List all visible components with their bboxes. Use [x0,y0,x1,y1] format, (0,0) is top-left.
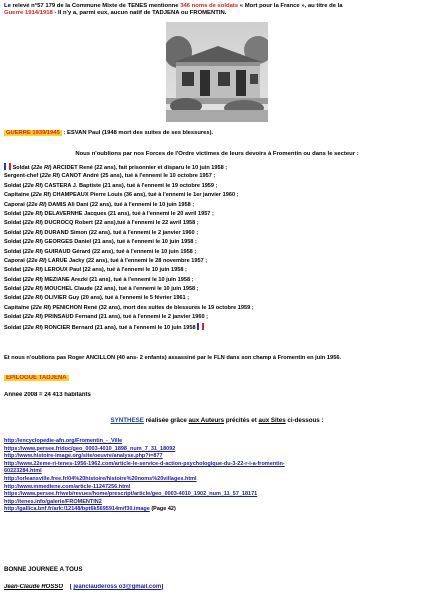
soldier-unit: 22e RI [28,257,45,264]
soldier-unit: 22e RI [24,248,41,255]
soldier-text: ) DURAND Simon (22 ans), tué à l'ennemi le 2 janvier 1960 ; [41,229,199,236]
synthese-authors: aux Auteurs [188,417,225,424]
soldier-unit: 22e RI [24,210,41,217]
synthese-sites: aux Sites [258,417,286,424]
soldier-text: ) GEORGES Daniel (21 ans), tué à l'ennemi le 10 juin 1958 ; [41,239,197,246]
soldier-row [4,219,430,228]
soldier-row [4,229,430,238]
soldier-text: ) DUCROCQ Robert (22 ans),tué à l'ennemi le 22 avril 1958 ; [41,220,199,227]
source-link[interactable]: https://www.persee.fr/web/revues/home/prescript/article/geo_0003-4010_1902_num_11_57_18171 [4,491,258,498]
synthese-text: réalisée grâce [143,417,189,424]
ww2-tag: GUERRE 1939/1945 [6,130,60,136]
ancillon-text-1: Et nous n'oublions pas [4,355,68,361]
soldier-rank: Caporal ( [4,201,29,208]
soldier-unit: 22e RI [24,324,41,331]
soldier-row [4,285,430,294]
soldier-rank: Soldat ( [4,276,25,283]
soldier-rank: Soldat ( [4,324,25,331]
soldier-unit: 22e RI [24,220,41,227]
source-link[interactable]: 60223284.html [4,468,42,475]
source-links [4,438,430,514]
ww2-line [4,130,430,137]
intro-paragraph [4,3,430,17]
page-reference: (Page 42) [149,506,176,513]
source-link[interactable]: http://www.22eme-ri-tenes-1956-1962.com/article-le-service-d-action-psychologique-du-3-22-r-i-a-fromentin- [4,460,285,467]
soldier-text: ) ARCIDET René (22 ans), fait prisonnier et disparu le 10 juin 1958 ; [49,165,228,171]
soldier-row [4,191,430,200]
soldier-text: ) PENICHON René (32 ans), mort des suites de blessures le 19 octobre 1959 ; [49,304,254,311]
soldier-text: ) DAMIS Ali Dani (22 ans), tué à l'ennemi le 10 juin 1958 ; [44,201,195,208]
soldier-rank: Caporal ( [4,257,29,264]
intro-text-1: Le relevé n°57 179 de la Commune Mixte de TENES mentionne [4,3,181,9]
soldier-text: ) CHAMPEAUX Pierre Louis (36 ans), tué à l'ennemi le 1er janvier 1960 ; [49,192,239,199]
soldier-rank: Soldat ( [4,314,25,321]
closing-greeting: BONNE JOURNEE A TOUS [4,566,83,573]
source-link[interactable]: http://www.mmediene.com/article-11247256.html [4,483,131,490]
soldier-row [4,182,430,191]
forces-heading: Nous n'oublions par nos Forces de l'Ordre victimes de leurs devoirs à Fromentin ou dans le secteur : [75,151,359,157]
soldier-unit: 22e RI [33,165,50,171]
signature-line [4,584,430,591]
soldier-rank: Soldat ( [4,295,25,302]
intro-text-3: - Il n'y a, parmi eux, aucun natif de TADJENA ou FROMENTIN. [52,10,227,17]
soldier-rank: Soldat ( [4,220,25,227]
intro-text-2: « Mort pour la France », au titre de la [238,3,343,9]
soldier-row [4,304,430,313]
bracket-open: [ [69,584,74,590]
soldier-rank: Soldat ( [4,182,25,189]
last-link-row [4,506,430,514]
soldier-text: ) OLIVIER Guy (20 ans), tué à l'ennemi le 5 février 1961 ; [41,295,190,302]
soldier-rank: Soldat ( [4,286,25,293]
soldier-unit: 22e RI [41,173,59,180]
soldier-text: ) CASTERA J. Baptiste (21 ans), tué à l'ennemi le 19 octobre 1959 ; [41,182,218,189]
soldier-unit: 22e RI [24,229,41,236]
intro-war: Guerre 1914/1918 [4,10,53,17]
ancillon-text-2: (40 ans- 2 enfants) assassiné par le FLN dans son champ à Fromentin en juin 1956. [115,355,342,361]
soldier-row [4,323,430,332]
soldier-text: ) MEZIANE Arezki (21 ans), tué à l'ennemi le 10 juin 1958 ; [41,276,194,283]
soldier-unit: 22e RI [24,276,41,283]
soldier-row [4,257,430,266]
soldier-row [4,266,430,275]
soldier-unit: 22e RI [28,201,45,208]
french-flag-icon [197,323,204,330]
soldier-rank: Soldat ( [4,239,25,246]
soldier-row [4,172,430,181]
ancillon-name: Roger ANCILLON [67,355,116,361]
soldier-row [4,248,430,257]
ww2-text: : ESVAN Paul (1948 mort des suites de ses blessures). [61,130,214,136]
soldier-text: ) RONCIER Bernard (21 ans), tué à l'ennemi le 10 juin 1958 [41,324,196,331]
soldier-unit: 22e RI [32,192,50,199]
synthese-text: ci-dessous : [285,417,324,424]
soldier-unit: 22e RI [24,295,41,302]
soldier-unit: 22e RI [24,239,41,246]
soldiers-list [4,163,430,332]
soldier-row [4,238,430,247]
soldier-text: ) CANOT André (25 ans), tué à l'ennemi le 10 octobre 1957 ; [58,173,216,180]
soldier-rank: Soldat ( [4,267,25,274]
soldier-row [4,201,430,210]
population-line: Année 2008 = 24 413 habitants [4,392,91,398]
soldier-unit: 22e RI [24,267,41,274]
soldier-unit: 22e RI [24,182,41,189]
synthese-word: SYNTHESE [110,417,144,424]
intro-soldier-count: 346 noms de soldats [180,3,239,9]
source-link[interactable]: http://orleansville.free.fr/04%20histoire/histoire%20noms%20villages.html [4,475,197,482]
soldier-row [4,163,430,172]
soldier-row [4,276,430,285]
synthese-text: précités et [224,417,259,424]
soldier-unit: 22e RI [24,286,41,293]
epilogue-title: EPILOGUE TADJENA [6,375,67,381]
soldier-text: ) PRINSAUD Fernand (21 ans), tué à l'ennemi le 2 janvier 1960 ; [41,314,209,321]
soldier-text: ) LARUE Jacky (22 ans), tué à l'ennemi le 28 novembre 1957 ; [44,257,208,264]
source-link[interactable]: http://tenes.info/galerie/FROMENTIN2 [4,498,102,505]
soldier-text: ) LEROUX Paul (22 ans), tué à l'ennemi le 10 juin 1958 ; [41,267,187,274]
soldier-row [4,210,430,219]
soldier-text: ) GUIRAUD Gérard (22 ans), tué à l'ennemi le 10 juin 1958 ; [41,248,197,255]
soldier-text: ) DELAVERNHE Jacques (21 ans), tué à l'ennemi le 20 avril 1957 ; [41,210,214,217]
soldier-text: ) MOUCHEL Claude (22 ans), tué à l'ennemi le 10 juin 1958 ; [41,286,199,293]
soldier-rank: Soldat ( [4,229,25,236]
soldier-unit: 22e RI [24,314,41,321]
soldier-rank: Soldat ( [4,248,25,255]
author-email-link[interactable]: jeanclaudeross o3@gmail.com [73,584,162,590]
ancillon-line [4,355,430,362]
soldier-unit: 22e RI [32,304,50,311]
author-name: Jean-Claude ROSSO [4,584,64,590]
source-link[interactable]: http://www.histoire-image.org/site/oeuvre/analyse.php?i=877 [4,453,163,460]
soldier-rank: Soldat ( [4,210,25,217]
soldier-rank: Capitaine ( [4,192,33,199]
village-houses-photo [166,22,268,122]
source-link[interactable]: http://gallica.bnf.fr/ark:/12148/bpt6k5695914m/f30.image [4,506,150,513]
soldier-rank: Sergent-chef ( [4,173,42,180]
soldier-rank: Soldat ( [12,165,34,171]
source-link[interactable]: http://encyclopedie-afn.org/Fromentin_-_Ville [4,438,123,444]
source-link[interactable]: https://www.persee.fr/doc/geo_0003-4010_1898_num_7_31_18092 [4,445,176,452]
soldier-row [4,294,430,303]
soldier-row [4,313,430,322]
bracket-close: ] [161,584,164,590]
epilogue-heading [4,375,430,382]
soldier-rank: Capitaine ( [4,304,33,311]
synthese-line [4,417,430,424]
french-flag-icon [4,163,11,170]
